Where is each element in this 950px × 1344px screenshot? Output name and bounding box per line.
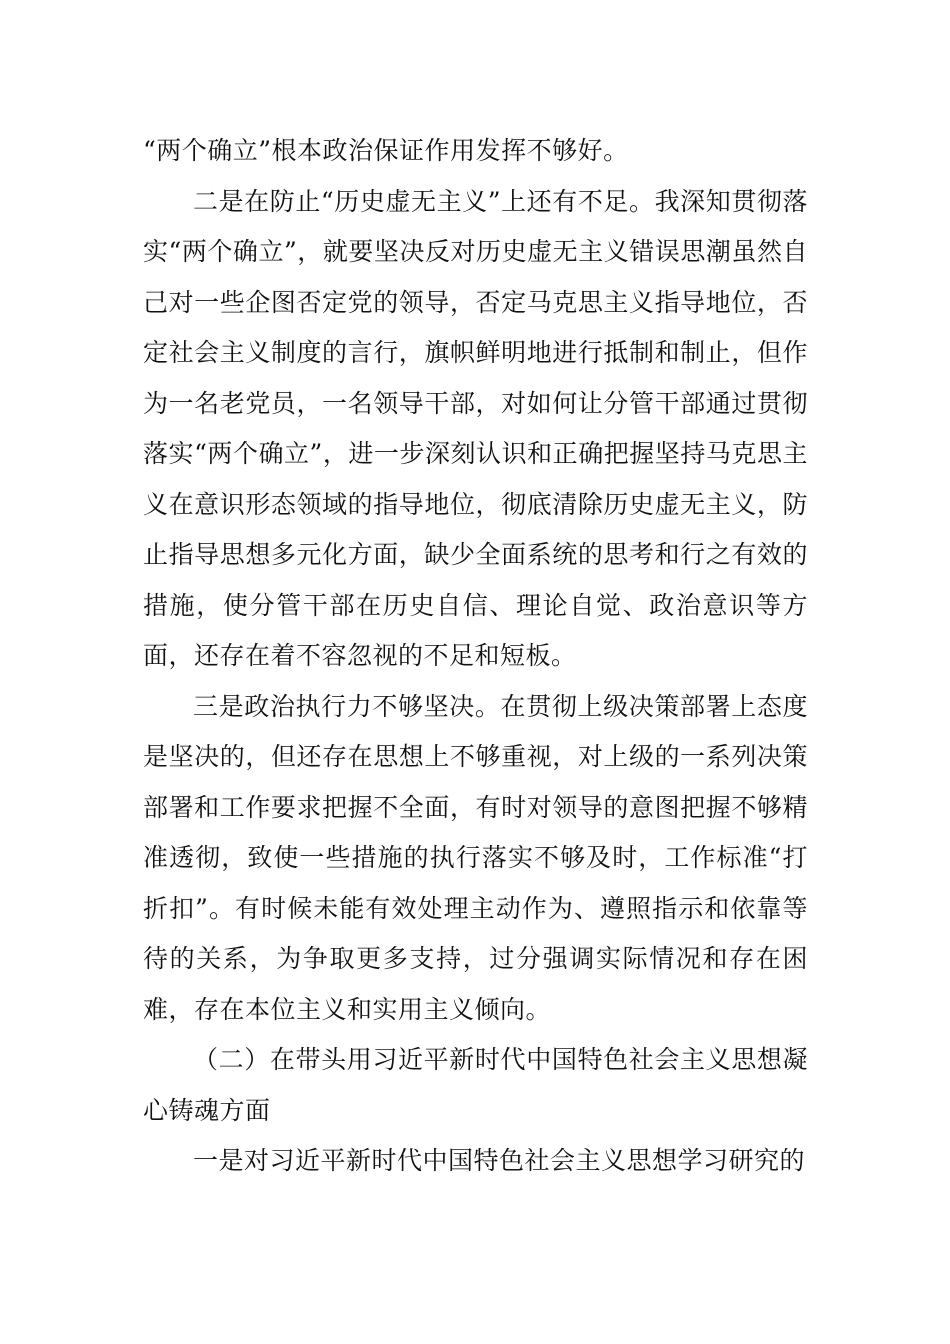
section-heading-two: （二）在带头用习近平新时代中国特色社会主义思想凝心铸魂方面 [143, 1045, 808, 1125]
paragraph-continuation: “两个确立”根本政治保证作用发挥不够好。 [143, 136, 629, 165]
paragraph-point-two: 二是在防止“历史虚无主义”上还有不足。我深知贯彻落实“两个确立”，就要坚决反对历史虚无主义错误思潮虽然自己对一些企图否定党的领导，否定马克思主义指导地位，否定社会主义制度的言行，旗帜鲜明地进行抵制和制止，但作为一名老党员，一名领导干部，对如何让分管干部通过贯彻落实“两个确立”，进一步深刻认识和正确把握坚持马克思主义在意识形态领域的指导地位，彻底清除历史虚无主义，防止指导思想多元化方面，缺少全面系统的思考和行之有效的措施，使分管干部在历史自信、理论自觉、政治意识等方面，还存在着不容忽视的不足和短板。 [143, 186, 808, 670]
paragraph-point-one: 一是对习近平新时代中国特色社会主义思想学习研究的 [193, 1146, 806, 1175]
paragraph-point-three: 三是政治执行力不够坚决。在贯彻上级决策部署上态度是坚决的，但还存在思想上不够重视，对上级的一系列决策部署和工作要求把握不全面，有时对领导的意图把握不够精准透彻，致使一些措施的执行落实不够及时，工作标准“打折扣”。有时候未能有效处理主动作为、遵照指示和依靠等待的关系，为争取更多支持，过分强调实际情况和存在困难，存在本位主义和实用主义倾向。 [143, 691, 808, 1024]
document-body [143, 126, 808, 1187]
